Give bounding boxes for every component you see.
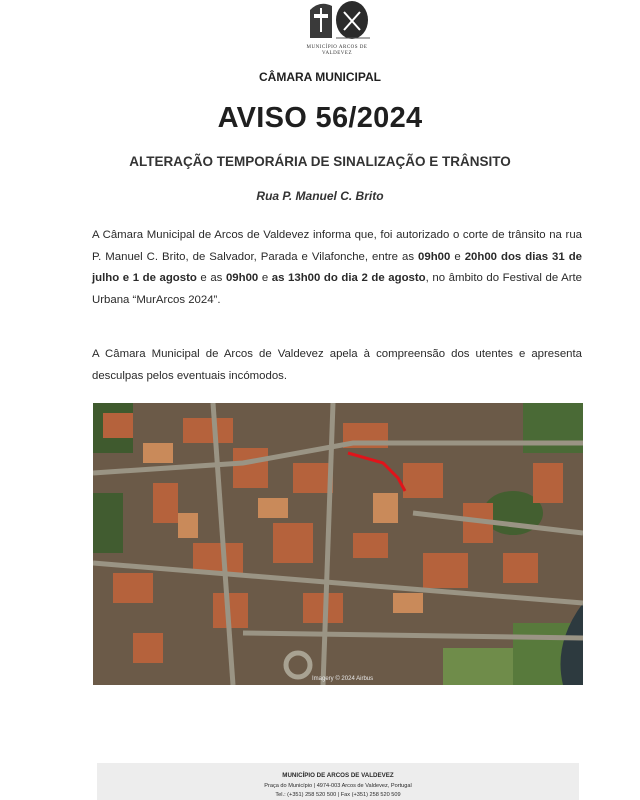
notice-title: AVISO 56/2024 <box>217 102 423 134</box>
apology-paragraph: A Câmara Municipal de Arcos de Valdevez apela à compreensão dos utentes e apresenta desculpas pelos eventuais incómodos. <box>92 348 582 382</box>
map-attribution: Imagery © 2024 Airbus <box>312 676 374 682</box>
date-range-1: 20h00 dos dias 31 de julho e 1 de agosto <box>92 250 582 284</box>
date-range-2: as 13h00 do dia 2 de agosto <box>271 272 426 284</box>
footer-contacts: Tel.: (+351) 258 520 500 | Fax (+351) 258 520 509 <box>275 792 401 798</box>
street-name: Rua P. Manuel C. Brito <box>256 189 384 203</box>
paragraph-text: e <box>450 250 465 263</box>
paragraph-text: e <box>258 272 272 284</box>
paragraph-text: A Câmara Municipal de Arcos de Valdevez informa que, foi autorizado o corte de trânsito na rua P. Manuel C. Brito, de Salvador, Parada e Vilafonche, entre as <box>92 229 582 263</box>
paragraph-text: e as <box>196 272 226 284</box>
footer <box>97 763 579 800</box>
footer-address: Praça do Município | 4974-003 Arcos de Valdevez, Portugal <box>264 783 412 789</box>
time-start-2: 09h00 <box>225 272 259 284</box>
notice-subject: ALTERAÇÃO TEMPORÁRIA DE SINALIZAÇÃO E TRÂNSITO <box>129 154 511 169</box>
footer-title: MUNICÍPIO DE ARCOS DE VALDEVEZ <box>282 772 394 779</box>
organization-name: CÂMARA MUNICIPAL <box>259 70 381 84</box>
satellite-map <box>93 403 583 685</box>
logo-text: MUNICÍPIO ARCOS DE VALDEVEZ <box>306 45 368 56</box>
time-start-1: 09h00 <box>418 250 451 263</box>
paragraph-text: , no âmbito do Festival de Arte Urbana “MurArcos 2024”. <box>92 272 583 306</box>
announcement-paragraph <box>92 225 582 311</box>
